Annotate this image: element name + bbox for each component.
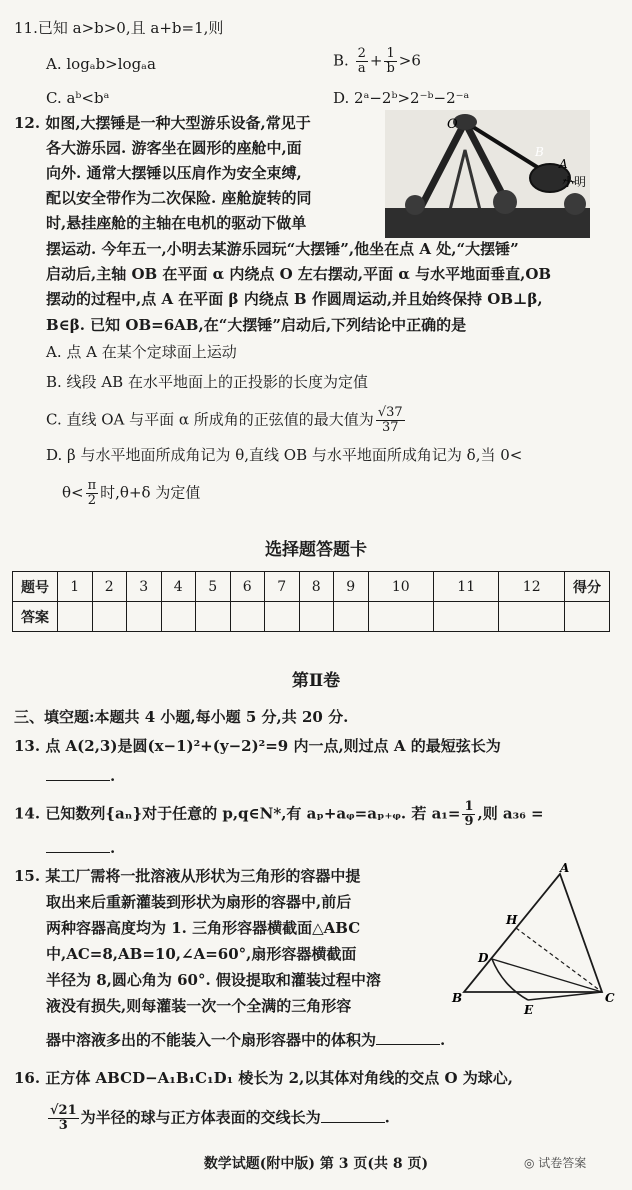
answer-cell-5[interactable]	[196, 602, 231, 632]
answer-card-title: 选择题答题卡	[265, 540, 367, 560]
q15-fig-label-h: H	[506, 913, 518, 927]
q11-option-d: D. 2ᵃ−2ᵇ>2⁻ᵇ−2⁻ᵃ	[333, 89, 470, 107]
q16-line-2	[46, 1104, 390, 1133]
q15-segment-ec	[528, 992, 602, 1000]
q11-b-den1: a	[357, 61, 366, 76]
q14-end: .	[110, 839, 116, 857]
q11-b-label: B.	[333, 51, 349, 70]
q15-line-1: 15. 某工厂需将一批溶液从形状为三角形的容器中提	[14, 867, 361, 885]
q13-end: .	[110, 767, 116, 785]
q15-end: .	[440, 1031, 446, 1049]
q15-line-3: 两种容器高度均为 1. 三角形容器横截面△ABC	[46, 919, 361, 937]
q15-last-line	[46, 1030, 445, 1050]
q13-stem: 13. 点 A(2,3)是圆(x−1)²+(y−2)²=9 内一点,则过点 A 的最短弦长为	[14, 737, 501, 755]
q12-d-pre: θ<	[62, 483, 84, 502]
q15-line-2: 取出来后重新灌装到形状为扇形的容器中,前后	[46, 893, 352, 911]
answer-card-row-answers	[13, 602, 610, 632]
answer-cell-10[interactable]	[368, 602, 433, 632]
answer-card-table	[12, 571, 610, 632]
q12-fig-label-b: B	[535, 145, 544, 159]
q14-answer-blank[interactable]	[46, 838, 110, 853]
q16-end: .	[384, 1108, 390, 1127]
q11-b-den2: b	[386, 61, 395, 76]
q12-line-8: 摆动的过程中,点 A 在平面 β 内绕点 B 作圆周运动,并且始终保持 OB⊥β,	[46, 290, 543, 308]
q15-last-text: 器中溶液多出的不能装入一个扇形容器中的体积为	[46, 1031, 377, 1049]
q13-answer-line	[46, 766, 115, 786]
q11-stem: 11.已知 a>b>0,且 a+b=1,则	[14, 19, 224, 37]
q11-option-a: A. logₐb>logₐa	[46, 55, 156, 73]
answer-card-number: 2	[92, 572, 127, 602]
q14-answer-line	[46, 838, 115, 858]
q12-option-c	[46, 406, 407, 435]
answer-cell-7[interactable]	[265, 602, 300, 632]
q12-line-6: 摆运动. 今年五一,小明去某游乐园玩“大摆锤”,他坐在点 A 处,“大摆锤”	[46, 240, 519, 258]
q12-line-2: 各大游乐园. 游客坐在圆形的座舱中,面	[46, 139, 302, 157]
q11-b-frac2	[384, 47, 396, 76]
q15-fig-label-a: A	[560, 861, 570, 875]
q12-line-1: 12. 如图,大摆锤是一种大型游乐设备,常见于	[14, 114, 311, 132]
answer-card-number: 12	[499, 572, 565, 602]
q15-line-6: 液没有损失,则每灌装一次一个全满的三角形容	[46, 997, 352, 1015]
q15-fig-label-d: D	[478, 951, 489, 965]
q12-line-5: 时,悬挂座舱的主轴在电机的驱动下做单	[46, 214, 307, 232]
q15-answer-blank[interactable]	[376, 1030, 440, 1045]
q11-option-c: C. aᵇ<bᵃ	[46, 89, 110, 107]
q15-line-5: 半径为 8,圆心角为 60°. 假设提取和灌装过程中溶	[46, 971, 381, 989]
q12-c-num: √37	[377, 405, 403, 420]
q13-answer-blank[interactable]	[46, 766, 110, 781]
part2-title: 第Ⅱ卷	[291, 671, 341, 691]
q15-arc-de	[492, 959, 528, 1000]
q12-c-text: C. 直线 OA 与平面 α 所成角的正弦值的最大值为	[46, 410, 374, 429]
q12-d-frac	[86, 479, 99, 508]
answer-card-number: 8	[299, 572, 334, 602]
q12-line-9: B∈β. 已知 OB=6AB,在“大摆锤”启动后,下列结论中正确的是	[46, 316, 467, 334]
answer-card-number: 11	[433, 572, 498, 602]
answer-card-row2-label: 答案	[13, 602, 58, 632]
answer-card-number: 5	[196, 572, 231, 602]
answer-card-row1-label: 题号	[13, 572, 58, 602]
answer-cell-1[interactable]	[58, 602, 93, 632]
q12-d-num: π	[87, 478, 97, 493]
answer-card-score-label: 得分	[565, 572, 610, 602]
q12-fig-tree-3	[564, 193, 586, 215]
q12-option-b: B. 线段 AB 在水平地面上的正投影的长度为定值	[46, 373, 368, 391]
q16-post: 为半径的球与正方体表面的交线长为	[80, 1108, 321, 1127]
q16-num: √21	[50, 1103, 77, 1118]
q14-num: 1	[464, 799, 474, 814]
q15-segment-hc-dashed	[516, 928, 602, 992]
q11-b-num1: 2	[357, 46, 366, 61]
answer-card-number: 9	[334, 572, 369, 602]
answer-card-number: 1	[58, 572, 93, 602]
q14-post: ,则 a₃₆ =	[477, 804, 544, 823]
q12-fig-label-o: O	[447, 117, 458, 132]
q12-line-7: 启动后,主轴 OB 在平面 α 内绕点 O 左右摆动,平面 α 与水平地面垂直,OB	[46, 265, 552, 283]
q16-stem: 16. 正方体 ABCD−A₁B₁C₁D₁ 棱长为 2,以其体对角线的交点 O 为球心,	[14, 1069, 514, 1087]
q15-fig-label-e: E	[524, 1003, 534, 1017]
q11-b-num2: 1	[384, 47, 396, 62]
q16-den: 3	[58, 1118, 68, 1133]
q15-fig-label-b: B	[452, 991, 463, 1005]
q15-triangle-figure	[450, 860, 620, 1020]
q12-d-post: 时,θ+δ 为定值	[100, 483, 201, 502]
answer-cell-6[interactable]	[230, 602, 265, 632]
q12-option-d-line2	[62, 479, 200, 508]
q11-b-plus: +	[369, 51, 383, 70]
answer-cell-9[interactable]	[334, 602, 369, 632]
q12-pendulum-figure	[385, 110, 590, 238]
q12-fig-tree-2	[493, 190, 517, 214]
q16-frac	[48, 1104, 79, 1133]
q12-fig-label-a: A	[559, 157, 568, 171]
section3-heading: 三、填空题:本题共 4 小题,每小题 5 分,共 20 分.	[14, 708, 349, 726]
q11-option-b	[333, 47, 421, 76]
q15-fig-label-c: C	[605, 991, 615, 1005]
answer-card-row-numbers	[13, 572, 610, 602]
q12-line-4: 配以安全带作为二次保险. 座舱旋转的同	[46, 189, 312, 207]
q12-c-den: 37	[381, 420, 399, 435]
q14-pre: 14. 已知数列{aₙ}对于任意的 p,q∈N*,有 aₚ+aᵩ=aₚ₊ᵩ. 若 a₁=	[14, 804, 461, 823]
answer-cell-3[interactable]	[127, 602, 162, 632]
answer-card-number: 7	[265, 572, 300, 602]
q12-line-3: 向外. 通常大摆锤以压肩作为安全束缚,	[46, 164, 302, 182]
q12-fig-label-person: 小明	[562, 175, 587, 189]
answer-cell-score[interactable]	[565, 602, 610, 632]
answer-cell-2[interactable]	[92, 602, 127, 632]
answer-cell-11[interactable]	[433, 602, 498, 632]
q12-option-d-line1: D. β 与水平地面所成角记为 θ,直线 OB 与水平地面所成角记为 δ,当 0<	[46, 446, 523, 464]
q14-den: 9	[464, 814, 474, 829]
q11-b-tail: >6	[398, 51, 421, 70]
q12-fig-tree-1	[405, 195, 425, 215]
answer-card-number: 6	[230, 572, 265, 602]
q15-line-4: 中,AC=8,AB=10,∠A=60°,扇形容器横截面	[46, 945, 357, 963]
answer-card-number: 4	[161, 572, 196, 602]
q16-answer-blank[interactable]	[321, 1108, 385, 1123]
answer-card-number: 3	[127, 572, 162, 602]
answer-card-number: 10	[368, 572, 433, 602]
q12-option-a: A. 点 A 在某个定球面上运动	[46, 343, 237, 361]
q14-stem	[14, 800, 544, 829]
q14-frac	[462, 800, 475, 829]
page-footer: 数学试题(附中版) 第 3 页(共 8 页)	[203, 1156, 429, 1172]
answer-cell-4[interactable]	[161, 602, 196, 632]
q12-d-den: 2	[87, 493, 97, 508]
q11-b-frac1	[356, 47, 368, 76]
answer-cell-8[interactable]	[299, 602, 334, 632]
q15-triangle-abc	[464, 874, 602, 992]
answer-cell-12[interactable]	[499, 602, 565, 632]
q12-c-frac	[376, 406, 405, 435]
q15-segment-dc	[492, 959, 602, 992]
watermark: ◎ 试卷答案	[524, 1156, 587, 1170]
